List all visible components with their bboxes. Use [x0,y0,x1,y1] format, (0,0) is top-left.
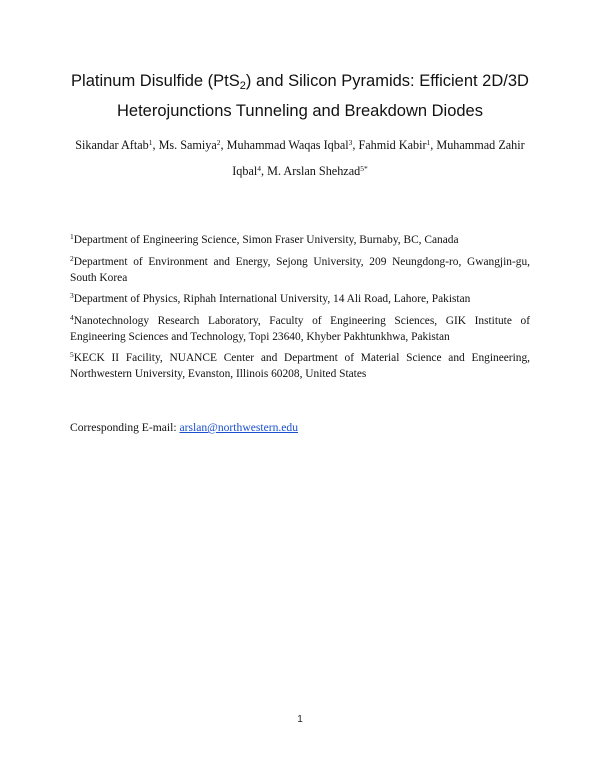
author-list [70,132,530,184]
affiliation-3: $^3$Department of Physics, Riphah International University, 14 Ali Road, Lahore, Pakistan [70,291,471,305]
affiliation-2: $^2$Department of Environment and Energy, Sejong University, 209 Neungdong-ro, Gwangjin-gu, South Korea [70,254,530,284]
author-name: Sikandar Aftab [75,138,149,152]
affiliation-mark: 2 [216,138,221,147]
email-link[interactable]: arslan@northwestern.edu [179,421,299,434]
page-number: 1 [297,714,303,725]
affiliation-mark: 4 [257,164,262,173]
corresponding-label: Corresponding E-mail: [70,421,180,434]
author-name: , Fahmid Kabir [352,138,427,152]
paper-title [60,66,540,126]
affiliation-mark: 3 [348,138,353,147]
author-name: , Ms. Samiya [152,138,217,152]
affiliation-mark: 1 [426,138,431,147]
author-name: , M. Arslan Shehzad [261,164,361,178]
author-name: Iqbal [232,164,258,178]
author-line-1 [70,132,530,158]
affiliation-5: $^5$KECK II Facility, NUANCE Center and Department of Material Science and Engineering, Northwestern University, Evanston, Illinois 60208, United States [70,350,530,380]
affiliation-1: $^1$Department of Engineering Science, Simon Fraser University, Burnaby, BC, Canada [70,232,459,246]
title-line-1: Platinum Disulfide (PtS$_2$) and Silicon Pyramids: Efficient 2D/3D [71,72,529,92]
corresponding-email [70,420,530,436]
subscript: 2 [239,80,246,92]
author-line-2 [70,158,530,184]
title-line-2: Heterojunctions Tunneling and Breakdown Diodes [117,102,483,120]
author-name: , Muhammad Waqas Iqbal [220,138,349,152]
affiliation-mark: 5* [360,164,368,173]
affiliation-4: $^4$Nanotechnology Research Laboratory, Faculty of Engineering Sciences, GIK Institute of Engineering Sciences and Technology, Topi 23640, Khyber Pakhtunkhwa, Pakistan [70,313,530,343]
affiliation-mark: 1 [148,138,153,147]
author-name: , Muhammad Zahir [430,138,525,152]
